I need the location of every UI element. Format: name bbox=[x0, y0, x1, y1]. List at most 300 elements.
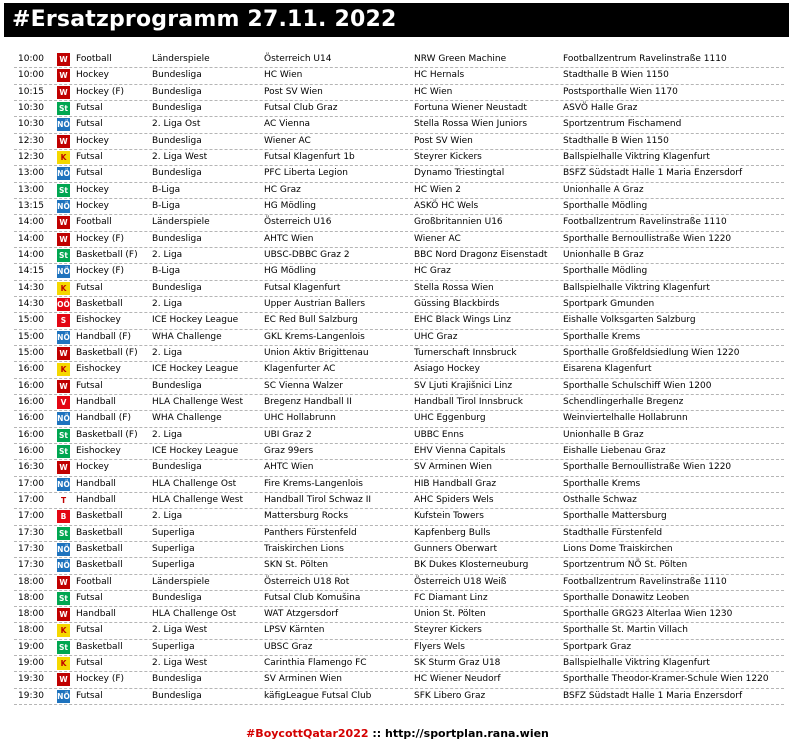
home-team-cell: Österreich U14 bbox=[264, 54, 332, 64]
venue-cell: BSFZ Südstadt Halle 1 Maria Enzersdorf bbox=[563, 168, 743, 179]
region-badge: OÖ bbox=[57, 299, 70, 309]
away-team-cell: SV Arminen Wien bbox=[414, 462, 492, 473]
sport-cell: Futsal bbox=[76, 282, 103, 293]
league-cell: Bundesliga bbox=[152, 135, 202, 146]
home-team-cell: AC Vienna bbox=[264, 119, 311, 130]
home-team-cell: Fire Krems-Langenlois bbox=[264, 478, 363, 489]
region-badge: St bbox=[59, 103, 68, 113]
away-team-cell: HC Graz bbox=[414, 266, 451, 277]
venue-cell: Sporthalle Bernoullistraße Wien 1220 bbox=[563, 233, 732, 244]
venue-cell: Sporthalle Schulschiff Wien 1200 bbox=[563, 380, 712, 391]
away-team-cell: AHC Spiders Wels bbox=[414, 494, 494, 505]
league-cell: 2. Liga bbox=[152, 511, 183, 522]
table-row bbox=[14, 85, 784, 101]
region-badge: St bbox=[59, 250, 68, 260]
footer-hashtag: #BoycottQatar2022 bbox=[246, 727, 369, 740]
league-cell: Länderspiele bbox=[152, 576, 210, 587]
league-cell: 2. Liga bbox=[152, 249, 183, 260]
venue-cell: Sporthalle Großfeldsiedlung Wien 1220 bbox=[563, 347, 740, 358]
home-team-cell: PFC Liberta Legion bbox=[264, 168, 348, 179]
time-cell: 14:00 bbox=[18, 217, 44, 228]
home-team-cell: LPSV Kärnten bbox=[264, 625, 325, 636]
table-row bbox=[14, 150, 784, 166]
away-team-cell: Kufstein Towers bbox=[414, 511, 484, 522]
home-team-cell: Post SV Wien bbox=[264, 86, 323, 97]
venue-cell: ASVÖ Halle Graz bbox=[563, 102, 638, 113]
away-team-cell: HC Wiener Neudorf bbox=[414, 674, 501, 685]
league-cell: Bundesliga bbox=[152, 282, 202, 293]
venue-cell: Unionhalle A Graz bbox=[563, 184, 644, 195]
league-cell: Länderspiele bbox=[152, 217, 210, 228]
time-cell: 14:15 bbox=[18, 266, 44, 277]
sport-cell: Eishockey bbox=[76, 315, 121, 326]
away-team-cell: Stella Rossa Wien bbox=[414, 282, 494, 293]
time-cell: 18:00 bbox=[18, 625, 44, 636]
region-badge: W bbox=[57, 461, 70, 474]
venue-cell: Sporthalle St. Martin Villach bbox=[563, 625, 688, 636]
region-badge: W bbox=[57, 86, 70, 99]
sport-cell: Hockey bbox=[76, 70, 109, 81]
venue-cell: Postsporthalle Wien 1170 bbox=[563, 86, 678, 97]
league-cell: 2. Liga bbox=[152, 429, 183, 440]
sport-cell: Futsal bbox=[76, 151, 103, 162]
away-team-cell: Güssing Blackbirds bbox=[414, 298, 500, 309]
table-row bbox=[14, 493, 784, 509]
time-cell: 13:00 bbox=[18, 184, 44, 195]
sport-cell: Hockey bbox=[76, 200, 109, 211]
home-team-cell: HC Wien bbox=[264, 70, 303, 81]
time-cell: 18:00 bbox=[18, 576, 44, 587]
away-team-cell: EHV Vienna Capitals bbox=[414, 445, 506, 456]
venue-cell: Sporthalle Donawitz Leoben bbox=[563, 592, 690, 603]
home-team-cell: käfigLeague Futsal Club bbox=[264, 690, 372, 701]
region-badge: S bbox=[57, 314, 70, 327]
sport-cell: Football bbox=[76, 576, 112, 587]
away-team-cell: BBC Nord Dragonz Eisenstadt bbox=[414, 249, 548, 260]
table-row bbox=[14, 607, 784, 623]
table-row bbox=[14, 542, 784, 558]
sport-cell: Futsal bbox=[76, 690, 103, 701]
sport-cell: Handball (F) bbox=[76, 331, 131, 342]
table-row bbox=[14, 297, 784, 313]
region-badge: St bbox=[59, 528, 68, 538]
league-cell: ICE Hockey League bbox=[152, 445, 239, 456]
footer bbox=[0, 727, 795, 740]
venue-cell: Osthalle Schwaz bbox=[563, 494, 637, 505]
table-row bbox=[14, 477, 784, 493]
home-team-cell: Upper Austrian Ballers bbox=[264, 298, 366, 309]
away-team-cell: HC Hernals bbox=[414, 70, 465, 81]
league-cell: Bundesliga bbox=[152, 380, 202, 391]
table-row bbox=[14, 101, 784, 117]
sport-cell: Football bbox=[76, 54, 112, 64]
table-row bbox=[14, 199, 784, 215]
away-team-cell: ASKÖ HC Wels bbox=[414, 200, 479, 211]
league-cell: HLA Challenge Ost bbox=[152, 478, 237, 489]
venue-cell: Ballspielhalle Viktring Klagenfurt bbox=[563, 658, 710, 669]
sport-cell: Basketball (F) bbox=[76, 347, 138, 358]
home-team-cell: SKN St. Pölten bbox=[264, 560, 329, 571]
time-cell: 17:00 bbox=[18, 511, 44, 522]
sport-cell: Basketball bbox=[76, 641, 123, 652]
region-badge: NÖ bbox=[57, 332, 70, 342]
league-cell: Länderspiele bbox=[152, 54, 210, 64]
away-team-cell: SK Sturm Graz U18 bbox=[414, 658, 501, 669]
sport-cell: Basketball (F) bbox=[76, 429, 138, 440]
table-row bbox=[14, 575, 784, 591]
table-row bbox=[14, 68, 784, 84]
table-row bbox=[14, 215, 784, 231]
sport-cell: Futsal bbox=[76, 380, 103, 391]
sport-cell: Hockey (F) bbox=[76, 266, 125, 277]
sport-cell: Handball bbox=[76, 494, 116, 505]
region-badge: K bbox=[57, 363, 70, 376]
home-team-cell: Handball Tirol Schwaz II bbox=[264, 494, 372, 505]
league-cell: Superliga bbox=[152, 641, 195, 652]
table-row bbox=[14, 640, 784, 656]
league-cell: Superliga bbox=[152, 560, 195, 571]
time-cell: 16:00 bbox=[18, 396, 44, 407]
time-cell: 17:30 bbox=[18, 527, 44, 538]
venue-cell: Sporthalle GRG23 Alterlaa Wien 1230 bbox=[563, 609, 733, 620]
time-cell: 15:00 bbox=[18, 331, 44, 342]
time-cell: 17:00 bbox=[18, 478, 44, 489]
league-cell: B-Liga bbox=[152, 200, 181, 211]
sport-cell: Handball bbox=[76, 478, 116, 489]
time-cell: 16:00 bbox=[18, 429, 44, 440]
home-team-cell: Panthers Fürstenfeld bbox=[264, 527, 357, 538]
region-badge: St bbox=[59, 185, 68, 195]
table-row bbox=[14, 362, 784, 378]
home-team-cell: EC Red Bull Salzburg bbox=[264, 315, 358, 326]
league-cell: Bundesliga bbox=[152, 233, 202, 244]
time-cell: 16:00 bbox=[18, 413, 44, 424]
away-team-cell: NRW Green Machine bbox=[414, 54, 507, 64]
venue-cell: Footballzentrum Ravelinstraße 1110 bbox=[563, 54, 727, 64]
time-cell: 12:30 bbox=[18, 135, 44, 146]
region-badge: NÖ bbox=[57, 120, 70, 130]
sport-cell: Handball bbox=[76, 609, 116, 620]
venue-cell: Sporthalle Bernoullistraße Wien 1220 bbox=[563, 462, 732, 473]
home-team-cell: UBSC Graz bbox=[264, 641, 313, 652]
sport-cell: Futsal bbox=[76, 625, 103, 636]
region-badge: NÖ bbox=[57, 169, 70, 179]
time-cell: 18:00 bbox=[18, 609, 44, 620]
league-cell: 2. Liga West bbox=[152, 625, 208, 636]
region-badge: W bbox=[57, 380, 70, 393]
venue-cell: Weinviertelhalle Hollabrunn bbox=[563, 413, 688, 424]
home-team-cell: Klagenfurter AC bbox=[264, 364, 336, 375]
league-cell: ICE Hockey League bbox=[152, 364, 239, 375]
home-team-cell: Österreich U18 Rot bbox=[264, 576, 350, 587]
table-row bbox=[14, 313, 784, 329]
time-cell: 10:00 bbox=[18, 54, 44, 64]
venue-cell: Sporthalle Theodor-Kramer-Schule Wien 1220 bbox=[563, 674, 769, 685]
footer-separator: :: bbox=[368, 727, 385, 740]
region-badge: K bbox=[57, 624, 70, 637]
venue-cell: Footballzentrum Ravelinstraße 1110 bbox=[563, 576, 727, 587]
sport-cell: Hockey bbox=[76, 462, 109, 473]
region-badge: W bbox=[57, 608, 70, 621]
table-row bbox=[14, 526, 784, 542]
away-team-cell: HC Wien 2 bbox=[414, 184, 461, 195]
home-team-cell: Futsal Club Graz bbox=[264, 102, 338, 113]
away-team-cell: EHC Black Wings Linz bbox=[414, 315, 511, 326]
region-badge: W bbox=[57, 673, 70, 686]
venue-cell: Sporthalle Krems bbox=[563, 478, 641, 489]
region-badge: B bbox=[57, 510, 70, 523]
venue-cell: BSFZ Südstadt Halle 1 Maria Enzersdorf bbox=[563, 690, 743, 701]
time-cell: 13:15 bbox=[18, 200, 44, 211]
home-team-cell: Wiener AC bbox=[264, 135, 311, 146]
sport-cell: Basketball bbox=[76, 527, 123, 538]
table-row bbox=[14, 444, 784, 460]
league-cell: 2. Liga West bbox=[152, 658, 208, 669]
away-team-cell: Wiener AC bbox=[414, 233, 461, 244]
table-row bbox=[14, 330, 784, 346]
home-team-cell: AHTC Wien bbox=[264, 233, 314, 244]
away-team-cell: Großbritannien U16 bbox=[414, 217, 503, 228]
venue-cell: Sporthalle Mödling bbox=[563, 266, 648, 277]
time-cell: 14:30 bbox=[18, 282, 44, 293]
league-cell: WHA Challenge bbox=[152, 413, 222, 424]
league-cell: ICE Hockey League bbox=[152, 315, 239, 326]
league-cell: Bundesliga bbox=[152, 168, 202, 179]
away-team-cell: Kapfenberg Bulls bbox=[414, 527, 491, 538]
sport-cell: Hockey bbox=[76, 184, 109, 195]
venue-cell: Sportpark Gmunden bbox=[563, 298, 655, 309]
home-team-cell: Mattersburg Rocks bbox=[264, 511, 349, 522]
venue-cell: Unionhalle B Graz bbox=[563, 249, 644, 260]
table-row bbox=[14, 689, 784, 705]
league-cell: WHA Challenge bbox=[152, 331, 222, 342]
league-cell: 2. Liga Ost bbox=[152, 119, 201, 130]
home-team-cell: Carinthia Flamengo FC bbox=[264, 658, 367, 669]
league-cell: Bundesliga bbox=[152, 674, 202, 685]
table-row bbox=[14, 134, 784, 150]
league-cell: Bundesliga bbox=[152, 462, 202, 473]
time-cell: 17:00 bbox=[18, 494, 44, 505]
time-cell: 14:30 bbox=[18, 298, 44, 309]
table-row bbox=[14, 591, 784, 607]
sport-cell: Handball bbox=[76, 396, 116, 407]
region-badge: K bbox=[57, 657, 70, 670]
region-badge: NÖ bbox=[57, 414, 70, 424]
venue-cell: Schendlingerhalle Bregenz bbox=[563, 396, 684, 407]
region-badge: K bbox=[57, 282, 70, 295]
schedule-table bbox=[14, 52, 784, 705]
league-cell: 2. Liga bbox=[152, 298, 183, 309]
sport-cell: Basketball bbox=[76, 298, 123, 309]
time-cell: 10:15 bbox=[18, 86, 44, 97]
time-cell: 10:30 bbox=[18, 102, 44, 113]
league-cell: Bundesliga bbox=[152, 102, 202, 113]
away-team-cell: Union St. Pölten bbox=[414, 609, 486, 620]
home-team-cell: HG Mödling bbox=[264, 266, 317, 277]
region-badge: K bbox=[57, 151, 70, 164]
sport-cell: Football bbox=[76, 217, 112, 228]
sport-cell: Handball (F) bbox=[76, 413, 131, 424]
region-badge: T bbox=[57, 494, 70, 507]
away-team-cell: Asiago Hockey bbox=[414, 364, 480, 375]
table-row bbox=[14, 248, 784, 264]
time-cell: 10:30 bbox=[18, 119, 44, 130]
region-badge: W bbox=[57, 216, 70, 229]
sport-cell: Eishockey bbox=[76, 445, 121, 456]
away-team-cell: Fortuna Wiener Neustadt bbox=[414, 102, 527, 113]
away-team-cell: Gunners Oberwart bbox=[414, 543, 498, 554]
table-row bbox=[14, 379, 784, 395]
home-team-cell: UHC Hollabrunn bbox=[264, 413, 336, 424]
table-row bbox=[14, 428, 784, 444]
sport-cell: Futsal bbox=[76, 658, 103, 669]
time-cell: 17:30 bbox=[18, 560, 44, 571]
region-badge: W bbox=[57, 135, 70, 148]
table-row bbox=[14, 117, 784, 133]
home-team-cell: Futsal Club Komušina bbox=[264, 592, 361, 603]
time-cell: 14:00 bbox=[18, 233, 44, 244]
table-row bbox=[14, 623, 784, 639]
league-cell: 2. Liga West bbox=[152, 151, 208, 162]
time-cell: 19:00 bbox=[18, 641, 44, 652]
away-team-cell: Dynamo Triestingtal bbox=[414, 168, 505, 179]
table-row bbox=[14, 395, 784, 411]
time-cell: 16:00 bbox=[18, 445, 44, 456]
sport-cell: Hockey bbox=[76, 135, 109, 146]
sport-cell: Futsal bbox=[76, 592, 103, 603]
region-badge: NÖ bbox=[57, 691, 70, 701]
home-team-cell: AHTC Wien bbox=[264, 462, 314, 473]
venue-cell: Sportzentrum Fischamend bbox=[563, 119, 682, 130]
table-row bbox=[14, 656, 784, 672]
venue-cell: Lions Dome Traiskirchen bbox=[563, 543, 673, 554]
league-cell: Bundesliga bbox=[152, 70, 202, 81]
sport-cell: Basketball bbox=[76, 511, 123, 522]
sport-cell: Basketball bbox=[76, 543, 123, 554]
venue-cell: Eishalle Liebenau Graz bbox=[563, 445, 666, 456]
region-badge: St bbox=[59, 430, 68, 440]
sport-cell: Eishockey bbox=[76, 364, 121, 375]
time-cell: 15:00 bbox=[18, 347, 44, 358]
home-team-cell: Futsal Klagenfurt bbox=[264, 282, 341, 293]
league-cell: Bundesliga bbox=[152, 592, 202, 603]
home-team-cell: WAT Atzgersdorf bbox=[264, 609, 339, 620]
sport-cell: Basketball bbox=[76, 560, 123, 571]
venue-cell: Footballzentrum Ravelinstraße 1110 bbox=[563, 217, 727, 228]
time-cell: 15:00 bbox=[18, 315, 44, 326]
league-cell: Superliga bbox=[152, 543, 195, 554]
time-cell: 10:00 bbox=[18, 70, 44, 81]
league-cell: Bundesliga bbox=[152, 86, 202, 97]
table-row bbox=[14, 509, 784, 525]
home-team-cell: Graz 99ers bbox=[264, 445, 314, 456]
venue-cell: Eisarena Klagenfurt bbox=[563, 364, 652, 375]
sport-cell: Hockey (F) bbox=[76, 86, 125, 97]
league-cell: Bundesliga bbox=[152, 690, 202, 701]
region-badge: NÖ bbox=[57, 201, 70, 211]
table-row bbox=[14, 460, 784, 476]
away-team-cell: HC Wien bbox=[414, 86, 453, 97]
table-row bbox=[14, 411, 784, 427]
venue-cell: Sporthalle Mödling bbox=[563, 200, 648, 211]
time-cell: 13:00 bbox=[18, 168, 44, 179]
time-cell: 16:00 bbox=[18, 380, 44, 391]
table-row bbox=[14, 232, 784, 248]
time-cell: 19:30 bbox=[18, 690, 44, 701]
venue-cell: Stadthalle Fürstenfeld bbox=[563, 527, 663, 538]
away-team-cell: Steyrer Kickers bbox=[414, 151, 482, 162]
home-team-cell: Futsal Klagenfurt 1b bbox=[264, 151, 355, 162]
away-team-cell: Turnerschaft Innsbruck bbox=[414, 347, 517, 358]
table-row bbox=[14, 346, 784, 362]
home-team-cell: HC Graz bbox=[264, 184, 301, 195]
time-cell: 12:30 bbox=[18, 151, 44, 162]
away-team-cell: FC Diamant Linz bbox=[414, 592, 488, 603]
away-team-cell: SFK Libero Graz bbox=[414, 690, 486, 701]
region-badge: St bbox=[59, 446, 68, 456]
away-team-cell: UBBC Enns bbox=[414, 429, 464, 440]
region-badge: V bbox=[57, 396, 70, 409]
home-team-cell: SC Vienna Walzer bbox=[264, 380, 343, 391]
region-badge: St bbox=[59, 642, 68, 652]
venue-cell: Sportpark Graz bbox=[563, 641, 632, 652]
venue-cell: Sportzentrum NÖ St. Pölten bbox=[563, 560, 688, 571]
away-team-cell: HIB Handball Graz bbox=[414, 478, 497, 489]
away-team-cell: SV Ljuti Krajišnici Linz bbox=[414, 380, 513, 391]
venue-cell: Stadthalle B Wien 1150 bbox=[563, 70, 669, 81]
venue-cell: Sporthalle Mattersburg bbox=[563, 511, 667, 522]
region-badge: W bbox=[57, 233, 70, 246]
table-row bbox=[14, 264, 784, 280]
page-title: #Ersatzprogramm 27.11. 2022 bbox=[4, 3, 789, 37]
region-badge: W bbox=[57, 347, 70, 360]
league-cell: 2. Liga bbox=[152, 347, 183, 358]
table-row bbox=[14, 558, 784, 574]
away-team-cell: UHC Eggenburg bbox=[414, 413, 486, 424]
home-team-cell: UBSC-DBBC Graz 2 bbox=[264, 249, 350, 260]
venue-cell: Ballspielhalle Viktring Klagenfurt bbox=[563, 282, 710, 293]
sport-cell: Futsal bbox=[76, 168, 103, 179]
away-team-cell: Stella Rossa Wien Juniors bbox=[414, 119, 528, 130]
league-cell: B-Liga bbox=[152, 266, 181, 277]
home-team-cell: UBI Graz 2 bbox=[264, 429, 312, 440]
time-cell: 14:00 bbox=[18, 249, 44, 260]
away-team-cell: Steyrer Kickers bbox=[414, 625, 482, 636]
home-team-cell: SV Arminen Wien bbox=[264, 674, 342, 685]
away-team-cell: Post SV Wien bbox=[414, 135, 473, 146]
footer-url[interactable]: http://sportplan.rana.wien bbox=[384, 727, 549, 740]
sport-cell: Futsal bbox=[76, 119, 103, 130]
league-cell: HLA Challenge West bbox=[152, 396, 243, 407]
sport-cell: Futsal bbox=[76, 102, 103, 113]
away-team-cell: UHC Graz bbox=[414, 331, 458, 342]
venue-cell: Sporthalle Krems bbox=[563, 331, 641, 342]
league-cell: HLA Challenge Ost bbox=[152, 609, 237, 620]
sport-cell: Hockey (F) bbox=[76, 233, 125, 244]
home-team-cell: GKL Krems-Langenlois bbox=[264, 331, 365, 342]
away-team-cell: Handball Tirol Innsbruck bbox=[414, 396, 523, 407]
league-cell: Superliga bbox=[152, 527, 195, 538]
region-badge: NÖ bbox=[57, 479, 70, 489]
region-badge: NÖ bbox=[57, 267, 70, 277]
home-team-cell: Union Aktiv Brigittenau bbox=[264, 347, 369, 358]
table-row bbox=[14, 672, 784, 688]
home-team-cell: Bregenz Handball II bbox=[264, 396, 352, 407]
sport-cell: Basketball (F) bbox=[76, 249, 138, 260]
venue-cell: Eishalle Volksgarten Salzburg bbox=[563, 315, 696, 326]
venue-cell: Unionhalle B Graz bbox=[563, 429, 644, 440]
league-cell: B-Liga bbox=[152, 184, 181, 195]
